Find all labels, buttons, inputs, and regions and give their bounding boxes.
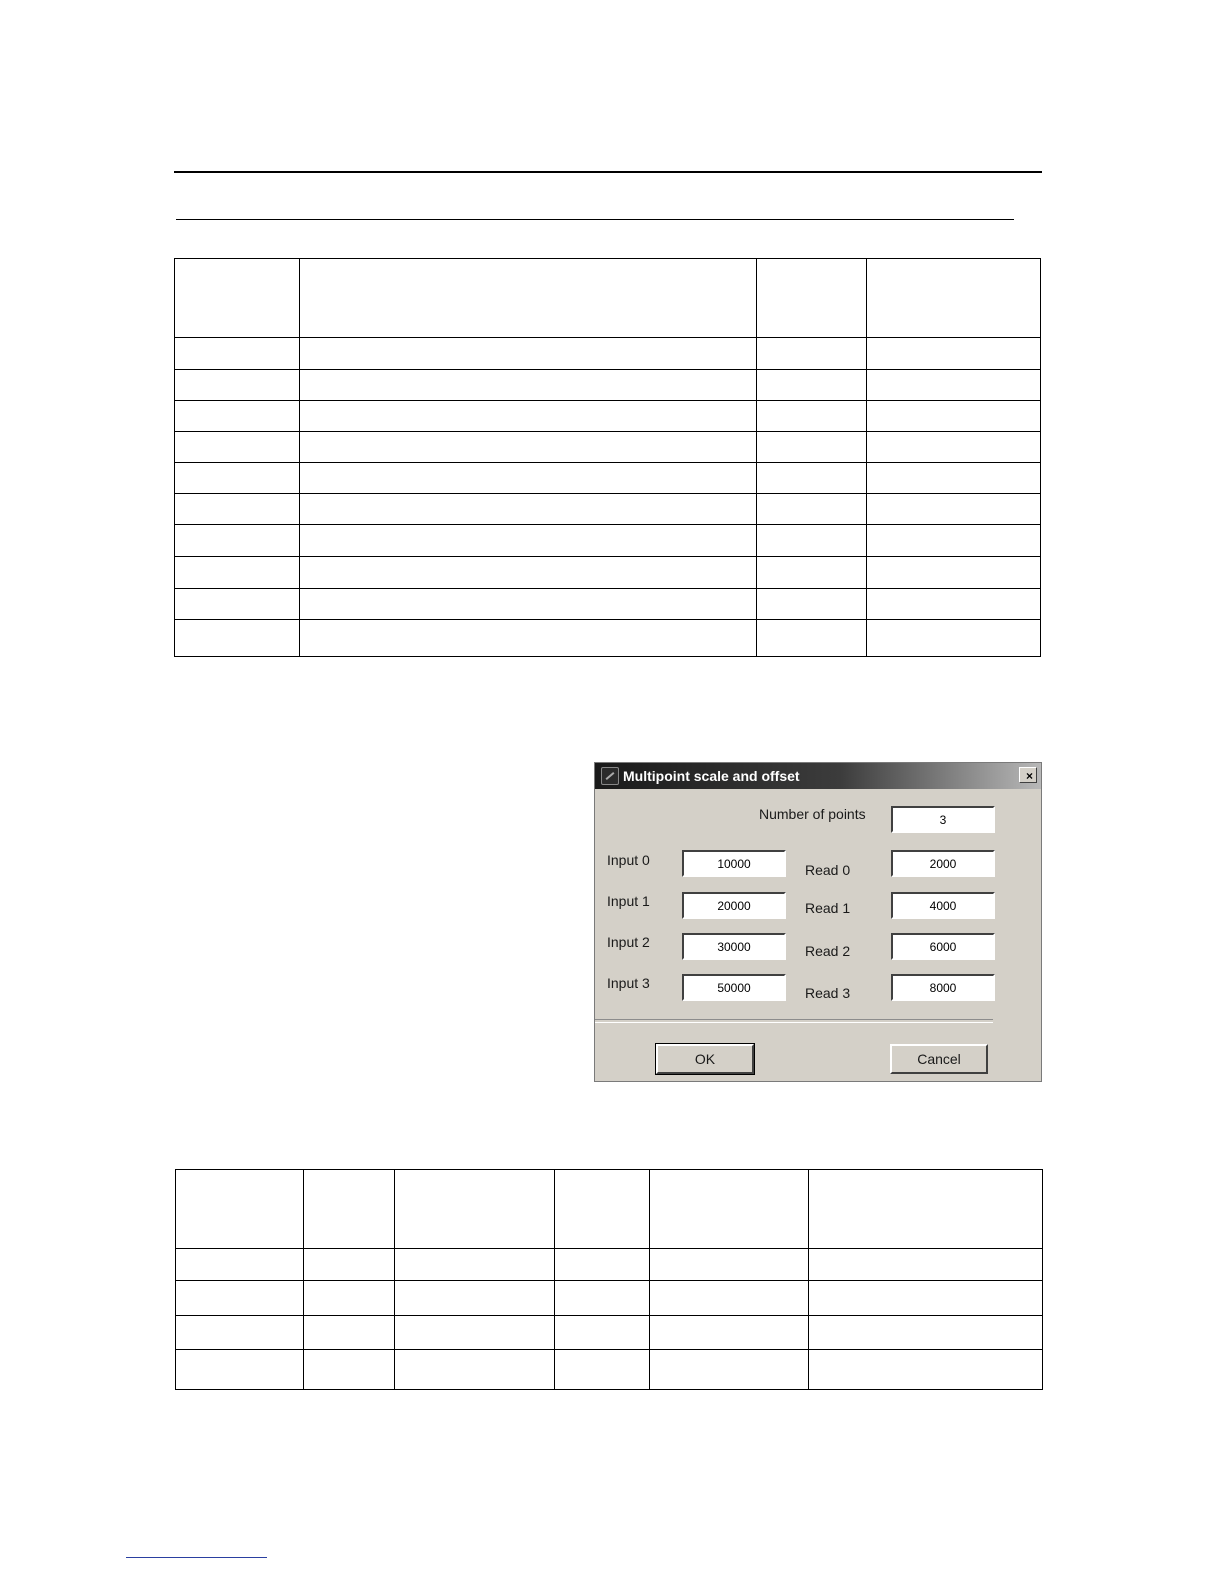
input-3-field[interactable] bbox=[682, 974, 786, 1001]
read-3-label: Read 3 bbox=[805, 985, 851, 1001]
read-2-label: Read 2 bbox=[805, 943, 851, 959]
dialog-titlebar[interactable] bbox=[595, 763, 1041, 789]
input-2-label: Input 2 bbox=[607, 934, 650, 950]
number-of-points-input[interactable] bbox=[891, 806, 995, 833]
read-2-field[interactable] bbox=[891, 933, 995, 960]
input-1-label: Input 1 bbox=[607, 893, 650, 909]
read-0-field[interactable] bbox=[891, 850, 995, 877]
table-row bbox=[175, 370, 1041, 401]
ok-button[interactable]: OK bbox=[656, 1044, 754, 1074]
table-row bbox=[175, 620, 1041, 657]
table-row bbox=[175, 401, 1041, 432]
footnote-rule bbox=[126, 1557, 267, 1558]
dialog-title: Multipoint scale and offset bbox=[623, 768, 800, 784]
read-1-label: Read 1 bbox=[805, 900, 851, 916]
table-row bbox=[176, 1350, 1043, 1390]
app-icon bbox=[601, 767, 619, 785]
read-1-field[interactable] bbox=[891, 892, 995, 919]
table-row bbox=[175, 432, 1041, 463]
close-button[interactable]: × bbox=[1019, 767, 1037, 783]
number-of-points-label: Number of points bbox=[759, 806, 866, 822]
input-2-field[interactable] bbox=[682, 933, 786, 960]
dialog-separator bbox=[595, 1019, 993, 1023]
parameter-table bbox=[174, 258, 1041, 657]
multipoint-dialog bbox=[594, 762, 1042, 1082]
table-header-row bbox=[176, 1170, 1043, 1249]
input-1-field[interactable] bbox=[682, 892, 786, 919]
table-row bbox=[175, 557, 1041, 589]
top-rule bbox=[174, 171, 1042, 173]
read-3-field[interactable] bbox=[891, 974, 995, 1001]
input-3-label: Input 3 bbox=[607, 975, 650, 991]
cancel-button[interactable]: Cancel bbox=[890, 1044, 988, 1074]
specification-table bbox=[175, 1169, 1043, 1390]
table-row bbox=[176, 1249, 1043, 1281]
table-row bbox=[175, 525, 1041, 557]
input-0-field[interactable] bbox=[682, 850, 786, 877]
table-row bbox=[175, 589, 1041, 620]
section-rule bbox=[176, 219, 1014, 220]
read-0-label: Read 0 bbox=[805, 862, 851, 878]
table-row bbox=[175, 494, 1041, 525]
table-row bbox=[175, 463, 1041, 494]
table-row bbox=[175, 338, 1041, 370]
table-row bbox=[176, 1316, 1043, 1350]
table-header-row bbox=[175, 259, 1041, 338]
input-0-label: Input 0 bbox=[607, 852, 650, 868]
table-row bbox=[176, 1281, 1043, 1316]
